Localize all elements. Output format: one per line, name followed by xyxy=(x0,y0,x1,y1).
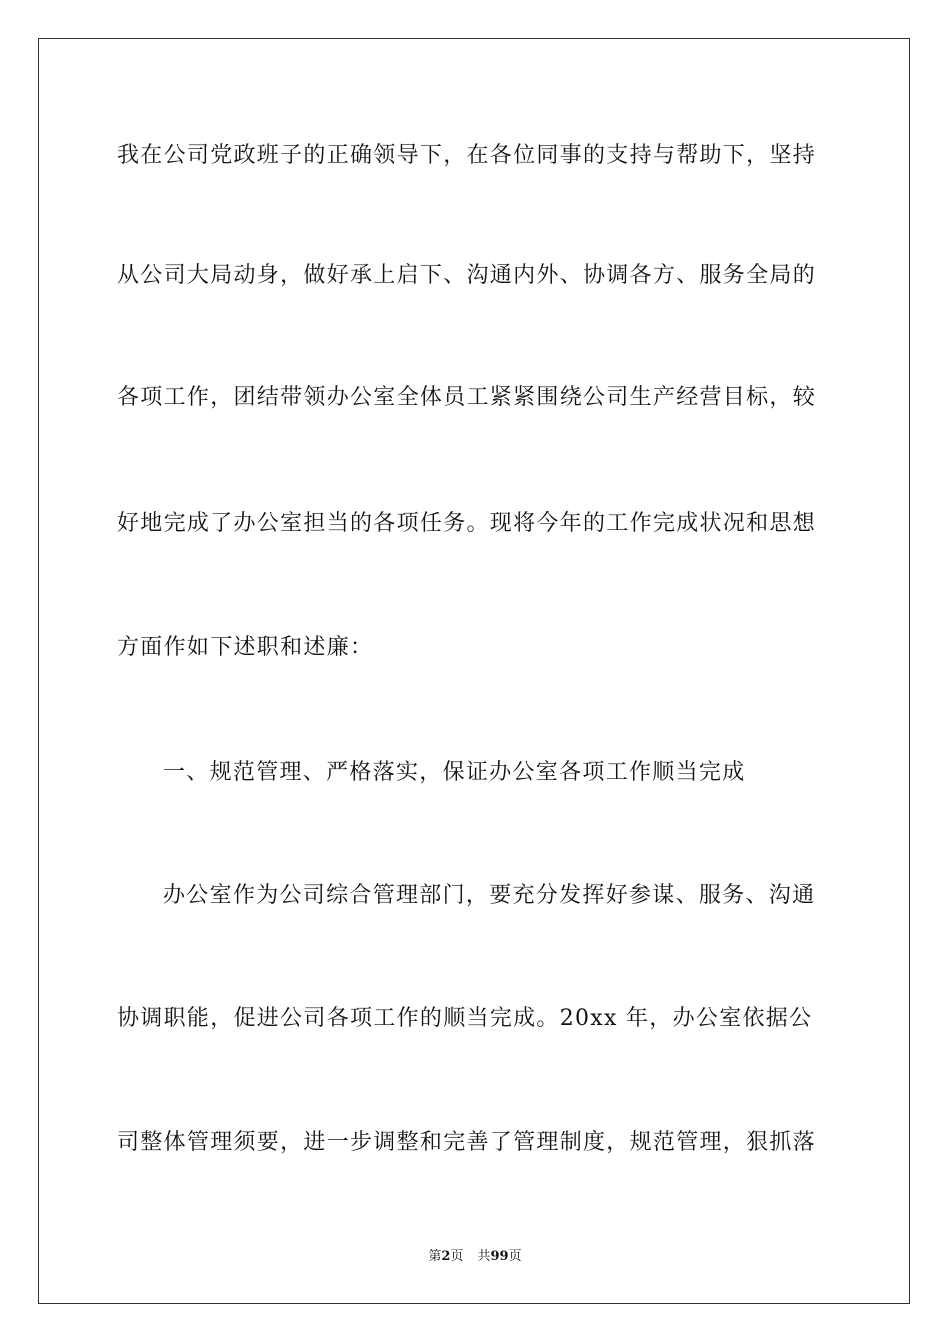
footer-total-prefix: 共 xyxy=(477,1249,491,1264)
page-footer xyxy=(0,1248,950,1266)
page-border xyxy=(38,38,910,1304)
body-line-4: 好地完成了办公室担当的各项任务。现将今年的工作完成状况和思想 xyxy=(117,511,817,536)
footer-page-number: 2 xyxy=(441,1249,451,1264)
footer-page-suffix: 页 xyxy=(450,1249,464,1264)
section-heading: 一、规范管理、严格落实，保证办公室各项工作顺当完成 xyxy=(163,760,746,785)
footer-total-pages: 99 xyxy=(490,1249,509,1264)
footer-page-prefix: 第 xyxy=(428,1249,442,1264)
body-line-8: 协调职能，促进公司各项工作的顺当完成。20xx 年，办公室依据公 xyxy=(117,1006,813,1031)
body-line-5: 方面作如下述职和述廉： xyxy=(117,635,374,660)
body-line-9: 司整体管理须要，进一步调整和完善了管理制度，规范管理，狠抓落 xyxy=(117,1130,817,1155)
body-line-3: 各项工作，团结带领办公室全体员工紧紧围绕公司生产经营目标，较 xyxy=(117,385,817,410)
body-line-1: 我在公司党政班子的正确领导下，在各位同事的支持与帮助下，坚持 xyxy=(117,143,817,168)
body-line-2: 从公司大局动身，做好承上启下、沟通内外、协调各方、服务全局的 xyxy=(117,263,817,288)
body-line-7: 办公室作为公司综合管理部门，要充分发挥好参谋、服务、沟通 xyxy=(163,883,816,908)
footer-total-suffix: 页 xyxy=(508,1249,522,1264)
